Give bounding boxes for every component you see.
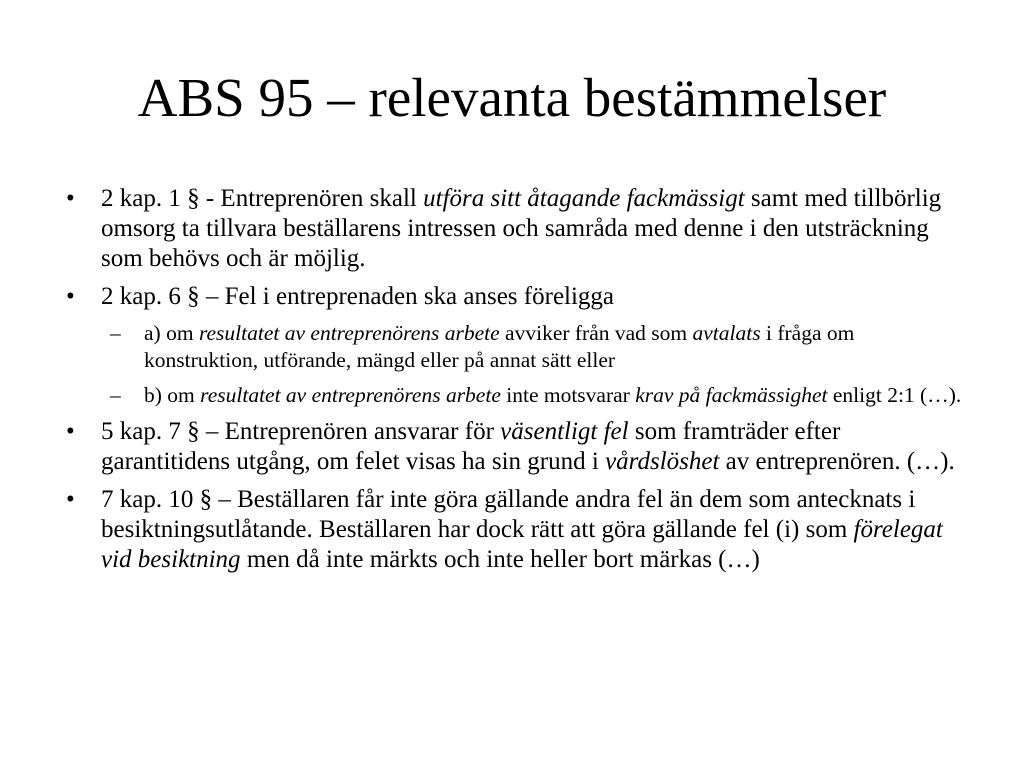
bullet-emphasis: utföra sitt åtagande fackmässigt — [423, 185, 745, 212]
subitem-text: enligt 2:1 (…). — [827, 383, 962, 407]
dash-marker: – — [110, 321, 121, 345]
bullet-item-2kap-6 — [66, 282, 971, 312]
bullet-list — [66, 184, 971, 583]
bullet-text: av entreprenören. (…). — [719, 448, 955, 475]
bullet-text: som framträder efter garantitidens utgång, om felet visas ha sin grund i — [101, 418, 841, 475]
bullet-item-7kap-10 — [66, 485, 971, 575]
subitem-text: a) om — [144, 321, 199, 345]
subitem-emphasis: avtalats — [692, 321, 761, 345]
bullet-text: 5 kap. 7 § – Entreprenören ansvarar för — [101, 418, 501, 445]
bullet-marker: • — [66, 486, 75, 513]
subitem-text: b) om — [144, 383, 201, 407]
bullet-emphasis: vårdslöshet — [605, 448, 720, 475]
dash-marker: – — [110, 383, 121, 407]
subitem-text: i fråga om konstruktion, utförande, mängd eller på annat sätt eller — [144, 321, 855, 372]
bullet-emphasis: väsentligt fel — [500, 418, 629, 445]
subitem-emphasis: resultatet av entreprenörens arbete — [200, 383, 501, 407]
subitem-text: avviker från vad som — [499, 321, 693, 345]
subitem-a — [66, 320, 971, 374]
subitem-emphasis: krav på fackmässighet — [635, 383, 828, 407]
subitem-b — [66, 382, 971, 409]
bullet-text: 7 kap. 10 § – Beställaren får inte göra gällande andra fel än dem som antecknats i besiktningsutlåtande. Beställaren har dock rätt att göra gällande fel (i) som — [101, 486, 916, 543]
slide-title: ABS 95 – relevanta bestämmelser — [137, 67, 887, 128]
bullet-text: 2 kap. 6 § – Fel i entreprenaden ska anses föreligga — [101, 283, 615, 310]
bullet-text: men då inte märkts och inte heller bort märkas (…) — [240, 546, 760, 573]
bullet-text: samt med tillbörlig omsorg ta tillvara beställarens intressen och samråda med denne i den utsträckning som behövs och är möjlig. — [101, 185, 942, 272]
bullet-item-5kap-7 — [66, 417, 971, 477]
bullet-marker: • — [66, 283, 75, 310]
bullet-text: 2 kap. 1 § - Entreprenören skall — [101, 185, 424, 212]
bullet-marker: • — [66, 185, 75, 212]
bullet-item-2kap-1 — [66, 184, 971, 274]
bullet-emphasis: förelegat vid besiktning — [101, 516, 943, 573]
subitem-text: inte motsvarar — [500, 383, 636, 407]
bullet-marker: • — [66, 418, 75, 445]
subitem-emphasis: resultatet av entreprenörens arbete — [198, 321, 500, 345]
